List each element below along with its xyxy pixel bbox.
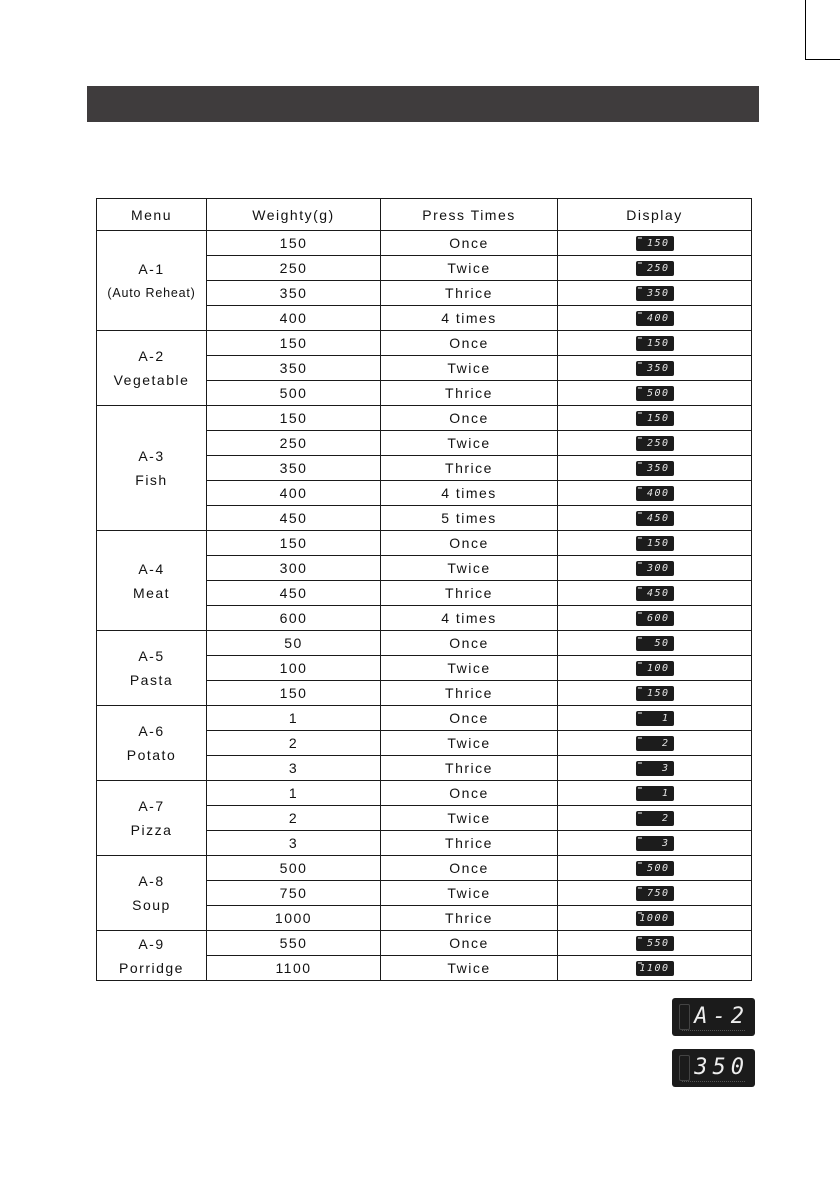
press-times-cell: Twice: [381, 431, 558, 456]
display-cell: [558, 506, 752, 531]
table-row: [97, 631, 752, 656]
display-cell: [558, 681, 752, 706]
display-cell: [558, 881, 752, 906]
weight-cell: 300: [207, 556, 381, 581]
lcd-display: [636, 386, 674, 401]
display-cell: [558, 706, 752, 731]
weight-cell: 150: [207, 531, 381, 556]
table-header-row: [97, 199, 752, 231]
menu-name: Porridge: [119, 959, 184, 976]
menu-code: A-3: [138, 448, 165, 464]
header-menu: Menu: [97, 199, 207, 231]
display-cell: [558, 931, 752, 956]
menu-name: Vegetable: [113, 372, 190, 388]
menu-cell: [97, 331, 207, 406]
lcd-value: 1: [661, 788, 670, 800]
lcd-indicator: [638, 437, 642, 439]
lcd-display: [636, 761, 674, 776]
press-times-cell: Twice: [381, 556, 558, 581]
lcd-indicator: [638, 337, 642, 339]
lcd-value: 300: [646, 563, 670, 575]
lcd-display: [636, 711, 674, 726]
weight-cell: 1: [207, 706, 381, 731]
menu-cell: [97, 531, 207, 631]
press-times-cell: Twice: [381, 731, 558, 756]
lcd-value: 350: [646, 288, 670, 300]
press-times-cell: Once: [381, 406, 558, 431]
weight-cell: 500: [207, 856, 381, 881]
lcd-value: 2: [661, 813, 670, 825]
weight-cell: 350: [207, 456, 381, 481]
press-times-cell: Thrice: [381, 681, 558, 706]
weight-cell: 400: [207, 481, 381, 506]
lcd-value: 150: [646, 413, 670, 425]
weight-cell: 3: [207, 831, 381, 856]
press-times-cell: Thrice: [381, 456, 558, 481]
lcd-display: [636, 886, 674, 901]
lcd-display: [636, 611, 674, 626]
display-cell: [558, 656, 752, 681]
display-cell: [558, 456, 752, 481]
menu-cell: [97, 231, 207, 331]
menu-code: A-7: [138, 798, 165, 814]
lcd-indicator: [638, 312, 642, 314]
lcd-value: 50: [654, 638, 670, 650]
press-times-cell: Twice: [381, 256, 558, 281]
lcd-indicator: [638, 787, 642, 789]
weight-cell: 500: [207, 381, 381, 406]
table-row: [97, 706, 752, 731]
lcd-indicator: [638, 262, 642, 264]
press-times-cell: Twice: [381, 881, 558, 906]
lcd-value: 1000: [639, 913, 670, 925]
press-times-cell: Thrice: [381, 756, 558, 781]
lcd-display: [636, 786, 674, 801]
lcd-indicator: [638, 412, 642, 414]
lcd-value: 500: [646, 388, 670, 400]
menu-code: A-9: [138, 935, 165, 952]
lcd-display: [636, 561, 674, 576]
lcd-value: 1: [661, 713, 670, 725]
press-times-cell: Once: [381, 531, 558, 556]
lcd-indicator: [638, 762, 642, 764]
weight-cell: 150: [207, 681, 381, 706]
lcd-display: [636, 461, 674, 476]
lcd-display: [636, 411, 674, 426]
lcd-display: [636, 336, 674, 351]
press-times-cell: Twice: [381, 956, 558, 981]
lcd-value: 500: [646, 863, 670, 875]
lcd-value: 150: [646, 688, 670, 700]
lcd-indicator: [638, 462, 642, 464]
weight-cell: 1100: [207, 956, 381, 981]
press-times-cell: Once: [381, 706, 558, 731]
display-cell: [558, 231, 752, 256]
lcd-indicator: [638, 612, 642, 614]
display-indicator-dots: [682, 1081, 745, 1085]
lcd-indicator: [638, 837, 642, 839]
lcd-value: 150: [646, 238, 670, 250]
lcd-display: [636, 361, 674, 376]
menu-name: Potato: [126, 747, 177, 763]
weight-cell: 2: [207, 806, 381, 831]
lcd-display: [636, 836, 674, 851]
lcd-value: 400: [646, 313, 670, 325]
display-cell: [558, 431, 752, 456]
lcd-value: 750: [646, 888, 670, 900]
menu-cell: [97, 856, 207, 931]
weight-cell: 750: [207, 881, 381, 906]
lcd-value: 150: [646, 338, 670, 350]
lcd-indicator: [638, 687, 642, 689]
lcd-display: [636, 486, 674, 501]
weight-cell: 550: [207, 931, 381, 956]
lcd-value: 250: [646, 263, 670, 275]
press-times-cell: Thrice: [381, 581, 558, 606]
press-times-cell: Once: [381, 231, 558, 256]
table-row: [97, 931, 752, 956]
press-times-cell: Once: [381, 331, 558, 356]
display-cell: [558, 331, 752, 356]
press-times-cell: 4 times: [381, 306, 558, 331]
press-times-cell: Thrice: [381, 906, 558, 931]
display-example-text: 350: [694, 1055, 749, 1080]
weight-cell: 600: [207, 606, 381, 631]
auto-menu-table: [96, 198, 752, 981]
table-row: [97, 531, 752, 556]
section-header-bar: [87, 86, 759, 122]
display-cell: [558, 631, 752, 656]
display-cell: [558, 406, 752, 431]
lcd-display: [636, 636, 674, 651]
menu-cell: [97, 406, 207, 531]
lcd-display: [636, 261, 674, 276]
table-row: [97, 856, 752, 881]
press-times-cell: Thrice: [381, 281, 558, 306]
display-cell: [558, 281, 752, 306]
lcd-display: [636, 961, 674, 976]
weight-cell: 150: [207, 406, 381, 431]
weight-cell: 150: [207, 231, 381, 256]
lcd-display: [636, 236, 674, 251]
lcd-value: 3: [661, 838, 670, 850]
lcd-indicator: [638, 637, 642, 639]
lcd-indicator: [638, 937, 642, 939]
lcd-indicator: [638, 587, 642, 589]
display-cell: [558, 956, 752, 981]
display-cell: [558, 481, 752, 506]
lcd-value: 2: [661, 738, 670, 750]
lcd-value: 450: [646, 588, 670, 600]
lcd-value: 350: [646, 463, 670, 475]
menu-name: Pasta: [129, 672, 174, 688]
lcd-value: 100: [646, 663, 670, 675]
press-times-cell: Twice: [381, 806, 558, 831]
weight-cell: 350: [207, 356, 381, 381]
press-times-cell: Thrice: [381, 381, 558, 406]
display-cell: [558, 256, 752, 281]
menu-code: A-1: [138, 260, 165, 277]
menu-code: A-6: [138, 723, 165, 739]
display-ghost-digit: [679, 1055, 690, 1081]
table-row: [97, 331, 752, 356]
lcd-display: [636, 436, 674, 451]
display-cell: [558, 556, 752, 581]
display-cell: [558, 756, 752, 781]
press-times-cell: Twice: [381, 656, 558, 681]
menu-code: A-2: [138, 348, 165, 364]
lcd-indicator: [638, 287, 642, 289]
menu-name: Soup: [132, 897, 171, 913]
lcd-indicator: [638, 237, 642, 239]
menu-cell: [97, 706, 207, 781]
lcd-indicator: [638, 737, 642, 739]
lcd-value: 250: [646, 438, 670, 450]
lcd-indicator: [638, 862, 642, 864]
press-times-cell: Twice: [381, 356, 558, 381]
header-weight: Weighty(g): [207, 199, 381, 231]
press-times-cell: Once: [381, 931, 558, 956]
display-cell: [558, 356, 752, 381]
display-cell: [558, 831, 752, 856]
display-cell: [558, 856, 752, 881]
weight-cell: 450: [207, 506, 381, 531]
lcd-indicator: [638, 562, 642, 564]
display-example-text: A-2: [694, 1004, 749, 1029]
press-times-cell: 5 times: [381, 506, 558, 531]
weight-cell: 450: [207, 581, 381, 606]
lcd-display: [636, 736, 674, 751]
lcd-value: 3: [661, 763, 670, 775]
lcd-indicator: [638, 362, 642, 364]
lcd-display: [636, 311, 674, 326]
display-cell: [558, 731, 752, 756]
display-cell: [558, 381, 752, 406]
display-cell: [558, 781, 752, 806]
lcd-display: [636, 861, 674, 876]
lcd-value: 400: [646, 488, 670, 500]
press-times-cell: Once: [381, 631, 558, 656]
lcd-value: 600: [646, 613, 670, 625]
lcd-indicator: [638, 387, 642, 389]
menu-name: Pizza: [130, 822, 173, 838]
lcd-display: [636, 911, 674, 926]
display-cell: [558, 606, 752, 631]
press-times-cell: Thrice: [381, 831, 558, 856]
menu-code: A-5: [138, 648, 165, 664]
lcd-display: [636, 936, 674, 951]
weight-cell: 100: [207, 656, 381, 681]
lcd-indicator: [638, 487, 642, 489]
header-display: Display: [558, 199, 752, 231]
menu-cell: [97, 631, 207, 706]
weight-cell: 250: [207, 256, 381, 281]
table-row: [97, 231, 752, 256]
crop-mark-vertical: [805, 0, 806, 60]
lcd-indicator: [638, 512, 642, 514]
lcd-display: [636, 536, 674, 551]
lcd-value: 150: [646, 538, 670, 550]
display-example-weight: [672, 1049, 755, 1087]
display-indicator-dots: [682, 1030, 745, 1034]
header-press-times: Press Times: [381, 199, 558, 231]
lcd-display: [636, 661, 674, 676]
table-row: [97, 406, 752, 431]
lcd-value: 350: [646, 363, 670, 375]
crop-mark-horizontal: [805, 59, 840, 60]
press-times-cell: Once: [381, 856, 558, 881]
lcd-indicator: [638, 887, 642, 889]
lcd-value: 450: [646, 513, 670, 525]
menu-name: Fish: [135, 472, 168, 488]
weight-cell: 50: [207, 631, 381, 656]
display-example-menu-code: [672, 998, 755, 1036]
weight-cell: 150: [207, 331, 381, 356]
lcd-display: [636, 286, 674, 301]
lcd-indicator: [638, 537, 642, 539]
display-ghost-digit: [679, 1004, 690, 1030]
press-times-cell: Once: [381, 781, 558, 806]
weight-cell: 350: [207, 281, 381, 306]
display-cell: [558, 806, 752, 831]
menu-cell: [97, 781, 207, 856]
weight-cell: 250: [207, 431, 381, 456]
lcd-display: [636, 511, 674, 526]
display-cell: [558, 531, 752, 556]
table-row: [97, 781, 752, 806]
weight-cell: 2: [207, 731, 381, 756]
lcd-indicator: [638, 662, 642, 664]
lcd-display: [636, 811, 674, 826]
menu-name: (Auto Reheat): [107, 285, 196, 300]
press-times-cell: 4 times: [381, 481, 558, 506]
weight-cell: 400: [207, 306, 381, 331]
weight-cell: 1000: [207, 906, 381, 931]
display-cell: [558, 581, 752, 606]
menu-name: Meat: [132, 584, 171, 601]
press-times-cell: 4 times: [381, 606, 558, 631]
menu-code: A-8: [138, 873, 165, 889]
menu-cell: [97, 931, 207, 981]
lcd-display: [636, 586, 674, 601]
menu-code: A-4: [138, 560, 165, 577]
lcd-indicator: [638, 712, 642, 714]
weight-cell: 3: [207, 756, 381, 781]
lcd-indicator: [638, 812, 642, 814]
display-cell: [558, 906, 752, 931]
weight-cell: 1: [207, 781, 381, 806]
display-cell: [558, 306, 752, 331]
lcd-value: 550: [646, 938, 670, 950]
lcd-display: [636, 686, 674, 701]
lcd-value: 1100: [639, 963, 670, 975]
